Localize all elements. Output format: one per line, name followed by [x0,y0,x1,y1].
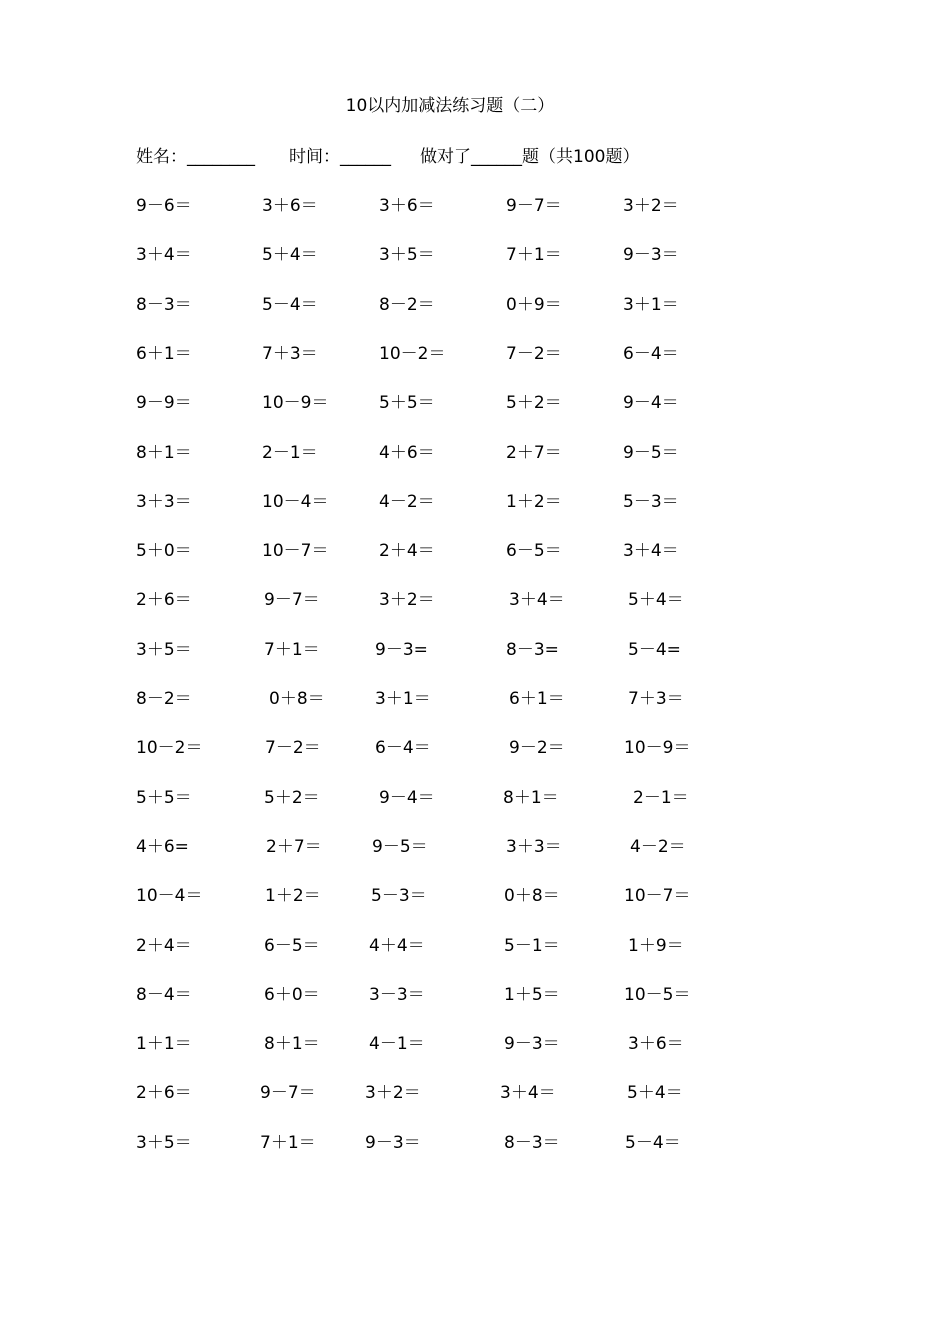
problem-15-3: 5－3＝ [371,886,427,906]
problem-5-3: 5＋5＝ [379,393,435,413]
problem-16-4: 5－1＝ [504,936,560,956]
time-field: 时间：______ [289,147,391,167]
worksheet-title: 10以内加减法练习题（二） [345,96,555,116]
problem-14-4: 3＋3＝ [506,837,562,857]
problem-11-4: 6＋1＝ [509,689,565,709]
problem-17-2: 6＋0＝ [264,985,320,1005]
problem-9-2: 9－7＝ [264,590,320,610]
problem-6-1: 8＋1＝ [136,443,192,463]
problem-6-2: 2－1＝ [262,443,318,463]
problem-7-1: 3＋3＝ [136,492,192,512]
problem-4-3: 10－2＝ [379,344,446,364]
problem-1-1: 9－6＝ [136,196,192,216]
problem-1-2: 3＋6＝ [262,196,318,216]
problem-12-4: 9－2＝ [509,738,565,758]
score-field: 做对了______题（共100题） [420,147,640,167]
problem-19-4: 3＋4＝ [500,1083,556,1103]
problem-10-5: 5－4= [628,640,681,660]
problem-5-4: 5＋2＝ [506,393,562,413]
problem-7-2: 10－4＝ [262,492,329,512]
problem-4-2: 7＋3＝ [262,344,318,364]
problem-14-5: 4－2＝ [630,837,686,857]
problem-7-3: 4－2＝ [379,492,435,512]
problem-1-4: 9－7＝ [506,196,562,216]
problem-6-4: 2＋7＝ [506,443,562,463]
problem-13-5: 2－1＝ [633,788,689,808]
problem-9-3: 3＋2＝ [379,590,435,610]
problem-2-5: 9－3＝ [623,245,679,265]
problem-5-1: 9－9＝ [136,393,192,413]
problem-17-4: 1＋5＝ [504,985,560,1005]
problem-19-5: 5＋4＝ [627,1083,683,1103]
problem-11-2: 0＋8＝ [269,689,325,709]
problem-15-5: 10－7＝ [624,886,691,906]
problem-3-1: 8－3＝ [136,295,192,315]
problem-4-1: 6＋1＝ [136,344,192,364]
problem-14-2: 2＋7＝ [266,837,322,857]
problem-3-5: 3＋1＝ [623,295,679,315]
problem-8-3: 2＋4＝ [379,541,435,561]
problem-12-3: 6－4＝ [375,738,431,758]
problem-16-3: 4＋4＝ [369,936,425,956]
problem-6-5: 9－5＝ [623,443,679,463]
problem-8-5: 3＋4＝ [623,541,679,561]
problem-10-1: 3＋5＝ [136,640,192,660]
problem-14-3: 9－5＝ [372,837,428,857]
problem-20-2: 7＋1＝ [260,1133,316,1153]
problem-1-5: 3＋2＝ [623,196,679,216]
problem-1-3: 3＋6＝ [379,196,435,216]
problem-8-4: 6－5＝ [506,541,562,561]
problem-11-3: 3＋1＝ [375,689,431,709]
problem-14-1: 4＋6= [136,837,189,857]
problem-15-4: 0＋8＝ [504,886,560,906]
problem-20-5: 5－4＝ [625,1133,681,1153]
problem-17-1: 8－4＝ [136,985,192,1005]
problem-12-5: 10－9＝ [624,738,691,758]
problem-2-2: 5＋4＝ [262,245,318,265]
problem-2-3: 3＋5＝ [379,245,435,265]
problem-10-3: 9－3= [375,640,428,660]
problem-19-2: 9－7＝ [260,1083,316,1103]
problem-10-2: 7＋1＝ [264,640,320,660]
problem-9-4: 3＋4＝ [509,590,565,610]
problem-13-3: 9－4＝ [379,788,435,808]
problem-10-4: 8－3= [506,640,559,660]
problem-13-4: 8＋1＝ [503,788,559,808]
problem-8-1: 5＋0＝ [136,541,192,561]
problem-7-4: 1＋2＝ [506,492,562,512]
problem-11-1: 8－2＝ [136,689,192,709]
problem-2-1: 3＋4＝ [136,245,192,265]
problem-18-5: 3＋6＝ [628,1034,684,1054]
problem-13-2: 5＋2＝ [264,788,320,808]
problem-19-1: 2＋6＝ [136,1083,192,1103]
problem-18-3: 4－1＝ [369,1034,425,1054]
problem-8-2: 10－7＝ [262,541,329,561]
problem-20-1: 3＋5＝ [136,1133,192,1153]
problem-20-4: 8－3＝ [504,1133,560,1153]
problem-18-4: 9－3＝ [504,1034,560,1054]
problem-5-5: 9－4＝ [623,393,679,413]
problem-3-3: 8－2＝ [379,295,435,315]
problem-13-1: 5＋5＝ [136,788,192,808]
problem-20-3: 9－3＝ [365,1133,421,1153]
problem-16-2: 6－5＝ [264,936,320,956]
problem-17-3: 3－3＝ [369,985,425,1005]
problem-16-5: 1＋9＝ [628,936,684,956]
problem-3-2: 5－4＝ [262,295,318,315]
problem-15-1: 10－4＝ [136,886,203,906]
problem-18-2: 8＋1＝ [264,1034,320,1054]
problem-9-5: 5＋4＝ [628,590,684,610]
problem-17-5: 10－5＝ [624,985,691,1005]
problem-19-3: 3＋2＝ [365,1083,421,1103]
problem-7-5: 5－3＝ [623,492,679,512]
problem-2-4: 7＋1＝ [506,245,562,265]
problem-15-2: 1＋2＝ [265,886,321,906]
problem-16-1: 2＋4＝ [136,936,192,956]
name-field: 姓名：________ [136,147,255,167]
problem-9-1: 2＋6＝ [136,590,192,610]
problem-12-1: 10－2＝ [136,738,203,758]
problem-12-2: 7－2＝ [265,738,321,758]
problem-18-1: 1＋1＝ [136,1034,192,1054]
problem-4-4: 7－2＝ [506,344,562,364]
problem-6-3: 4＋6＝ [379,443,435,463]
problem-3-4: 0＋9＝ [506,295,562,315]
problem-5-2: 10－9＝ [262,393,329,413]
problem-4-5: 6－4＝ [623,344,679,364]
problem-11-5: 7＋3＝ [628,689,684,709]
